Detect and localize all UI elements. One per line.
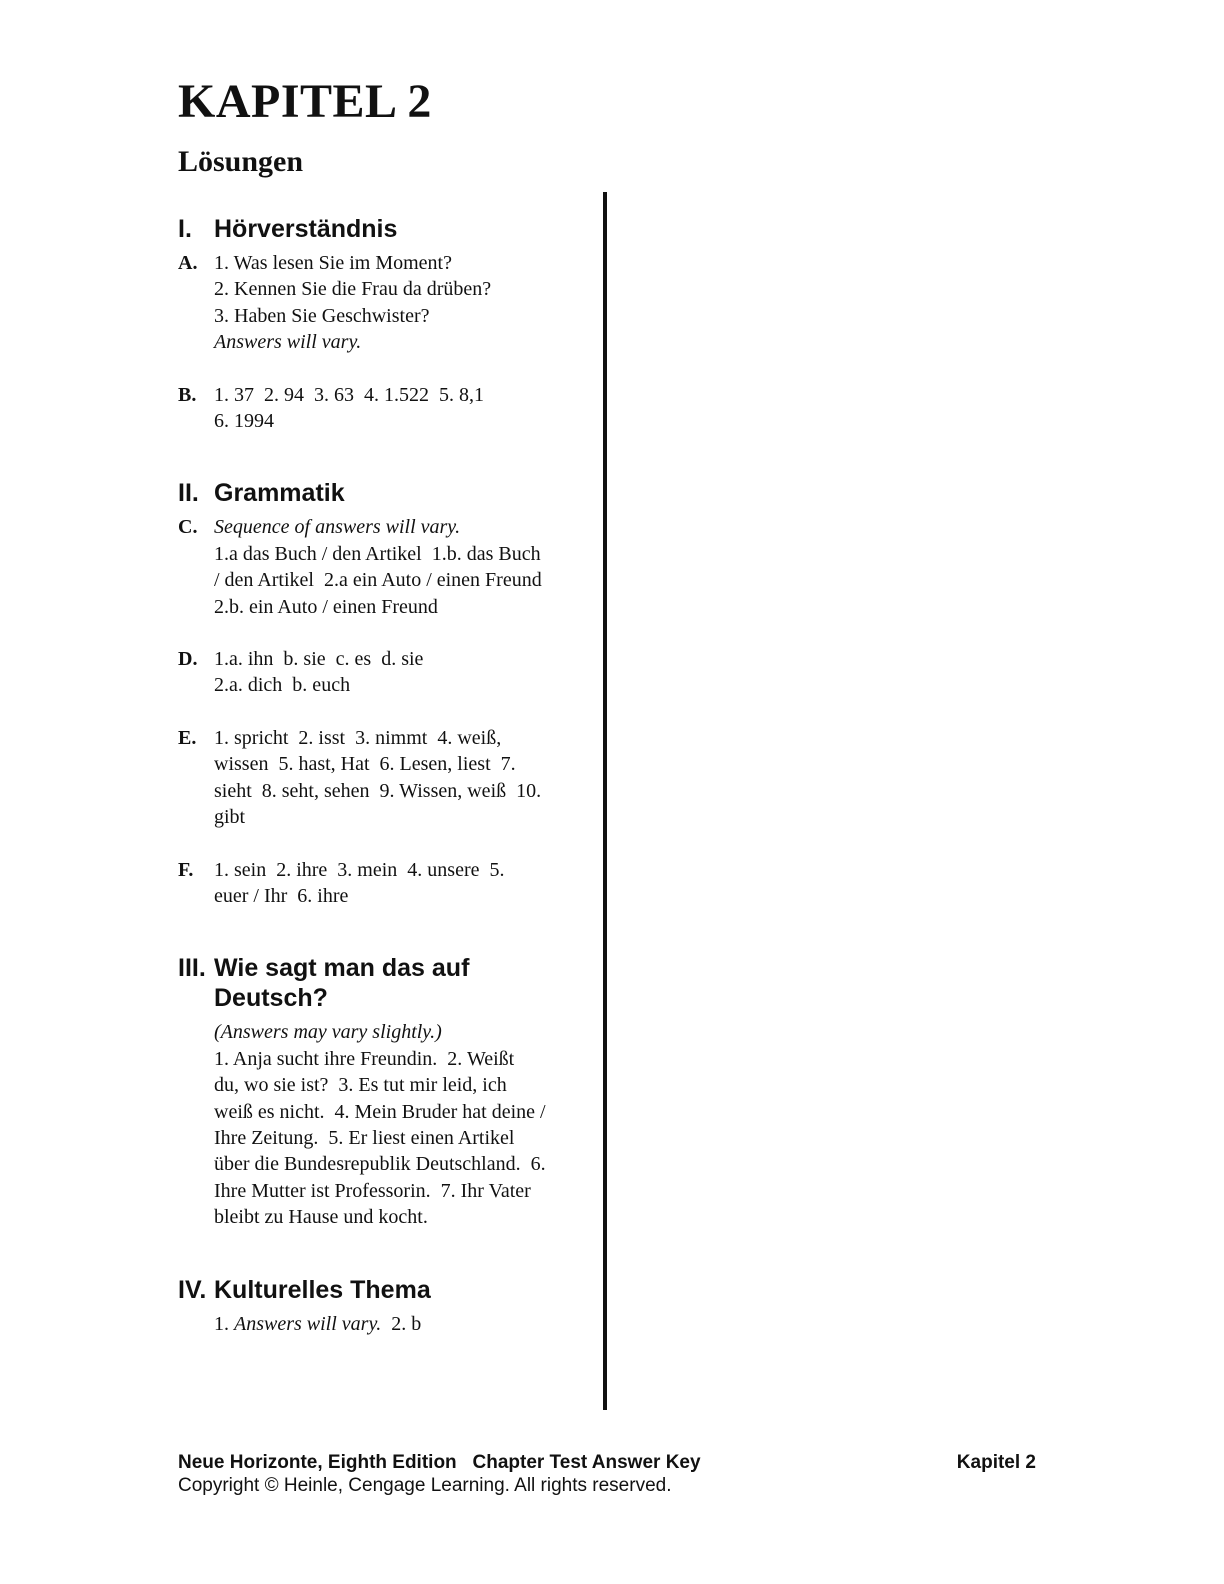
answer-line: 2.b. ein Auto / einen Freund xyxy=(214,595,438,618)
answer-line: wissen 5. hast, Hat 6. Lesen, liest 7. xyxy=(214,753,516,776)
answer-item xyxy=(178,646,578,699)
answer-line: / den Artikel 2.a ein Auto / einen Freund xyxy=(214,569,542,592)
item-label: F. xyxy=(178,858,194,881)
answer-line: 1. sein 2. ihre 3. mein 4. unsere 5. xyxy=(214,858,505,881)
answer-line: 1. Was lesen Sie im Moment? xyxy=(214,252,452,274)
answer-line: 2.a. dich b. euch xyxy=(214,674,351,697)
section-number: II. xyxy=(178,479,199,508)
answer-line xyxy=(214,1311,578,1337)
answer-item xyxy=(178,1311,578,1337)
answer-line: gibt xyxy=(214,806,246,829)
answer-item xyxy=(178,514,578,620)
column-divider xyxy=(603,192,607,1410)
answer-line: bleibt zu Hause und kocht. xyxy=(214,1206,428,1229)
answer-line: Ihre Zeitung. 5. Er liest einen Artikel xyxy=(214,1126,515,1149)
answer-line: 1. Anja sucht ihre Freundin. 2. Weißt xyxy=(214,1047,515,1070)
item-label: C. xyxy=(178,516,198,539)
answer-line: 1.a. ihn b. sie c. es d. sie xyxy=(214,648,424,671)
answer-item xyxy=(178,1019,578,1230)
answer-line: 6. 1994 xyxy=(214,410,274,433)
answer-line: weiß es nicht. 4. Mein Bruder hat deine / xyxy=(214,1100,546,1123)
footer-book-title: Neue Horizonte, Eighth Edition Chapter Test Answer Key xyxy=(178,1452,701,1473)
section-heading xyxy=(178,214,578,244)
section-number: IV. xyxy=(178,1275,207,1304)
item-label: E. xyxy=(178,726,197,749)
item-label: D. xyxy=(178,648,198,671)
section-heading xyxy=(178,1275,578,1305)
answer-item xyxy=(178,857,578,910)
answer-item xyxy=(178,725,578,831)
section-heading xyxy=(178,478,578,508)
answer-column xyxy=(178,214,578,1337)
page-title: KAPITEL 2 xyxy=(178,75,432,128)
page-footer xyxy=(178,1451,1036,1497)
answer-line: du, wo sie ist? 3. Es tut mir leid, ich xyxy=(214,1074,507,1097)
answer-line: über die Bundesrepublik Deutschland. 6. xyxy=(214,1153,546,1176)
answer-line: 1. 37 2. 94 3. 63 4. 1.522 5. 8,1 xyxy=(214,383,484,406)
answer-line: sieht 8. seht, sehen 9. Wissen, weiß 10. xyxy=(214,779,542,802)
section-title: Wie sagt man das auf xyxy=(214,954,470,983)
page-subtitle: Lösungen xyxy=(178,145,304,178)
section-number: III. xyxy=(178,954,206,983)
answer-note: (Answers may vary slightly.) xyxy=(214,1021,442,1044)
answer-note: Answers will vary. xyxy=(234,1312,382,1335)
answer-line: 1.a das Buch / den Artikel 1.b. das Buch xyxy=(214,542,541,565)
answer-line: Ihre Mutter ist Professorin. 7. Ihr Vater xyxy=(214,1179,531,1202)
section-title: Kulturelles Thema xyxy=(214,1275,431,1304)
answer-prefix: 1. xyxy=(214,1312,234,1335)
section-title: Deutsch? xyxy=(214,984,328,1013)
answer-line: euer / Ihr 6. ihre xyxy=(214,884,349,907)
answer-line: 1. spricht 2. isst 3. nimmt 4. weiß, xyxy=(214,726,502,749)
answer-note: Answers will vary. xyxy=(214,331,362,354)
section-number: I. xyxy=(178,215,192,243)
answer-item xyxy=(178,382,578,435)
footer-copyright: Copyright © Heinle, Cengage Learning. All rights reserved. xyxy=(178,1475,672,1496)
answer-note: Sequence of answers will vary. xyxy=(214,516,461,539)
answer-item xyxy=(178,250,578,356)
answer-suffix: 2. b xyxy=(381,1312,422,1335)
answer-line: 3. Haben Sie Geschwister? xyxy=(214,304,430,327)
section-title: Grammatik xyxy=(214,479,345,508)
section-heading xyxy=(178,953,578,1013)
footer-chapter: Kapitel 2 xyxy=(956,1452,1036,1473)
section-title: Hörverständnis xyxy=(214,215,398,243)
item-label: B. xyxy=(178,383,197,406)
item-label: A. xyxy=(178,252,198,274)
answer-line: 2. Kennen Sie die Frau da drüben? xyxy=(214,278,492,301)
